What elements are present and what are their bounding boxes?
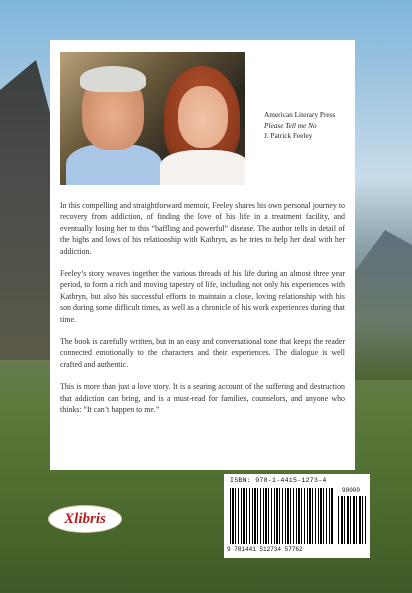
- photo-man-hair: [80, 66, 146, 92]
- blurb-paragraph-3: The book is carefully written, but in an easy and conversational tone that keeps the reader connected emotionally to the characters and their experiences. The dialogue is well crafted and authentic.: [60, 337, 345, 369]
- publisher-name: American Literary Press: [264, 110, 336, 119]
- blurb-text: [60, 200, 345, 427]
- xlibris-logo: Xlibris: [48, 505, 122, 533]
- author-name: J. Patrick Feeley: [264, 131, 313, 140]
- imprint-caption: [264, 110, 354, 142]
- price-code: 90000: [342, 487, 361, 494]
- isbn-label: ISBN: 978-1-4415-1273-4: [230, 477, 327, 484]
- back-cover-panel: [50, 40, 355, 470]
- photo-woman-face: [178, 86, 228, 148]
- blurb-paragraph-1: In this compelling and straightforward memoir, Feeley shares his own personal journey to recovery from addiction, of finding the love of his life in a treatment facility, and eventually losing her to this “baffling and powerful” disease. The author tells in detail of the highs and lows of his relationship with Kathryn, as he tries to help her deal with her addiction.: [60, 201, 345, 256]
- photo-woman-shirt: [160, 150, 245, 185]
- blurb-paragraph-4: This is more than just a love story. It is a searing account of the suffering and destruction that addiction can bring, and is a must-read for families, counselors, and anyone who thinks: “It can’t happen to me.”: [60, 382, 345, 415]
- barcode-bars: [230, 488, 334, 544]
- book-title: Please Tell me No: [264, 120, 317, 130]
- blurb-paragraph-2: Feeley’s story weaves together the various threads of his life during an almost three year period, to form a rich and moving tapestry of life, including not only his experiences with Kathryn, but also his successful efforts to maintain a close, loving relationship with his son during some difficult times, as well as a chronicle of his work experiences during that time.: [60, 269, 345, 324]
- photo-man-shirt: [66, 144, 162, 185]
- author-photo: [60, 52, 245, 185]
- barcode-box: [224, 474, 370, 558]
- barcode-number: 9 781441 512734 57762: [227, 546, 303, 553]
- price-barcode-bars: [338, 496, 366, 544]
